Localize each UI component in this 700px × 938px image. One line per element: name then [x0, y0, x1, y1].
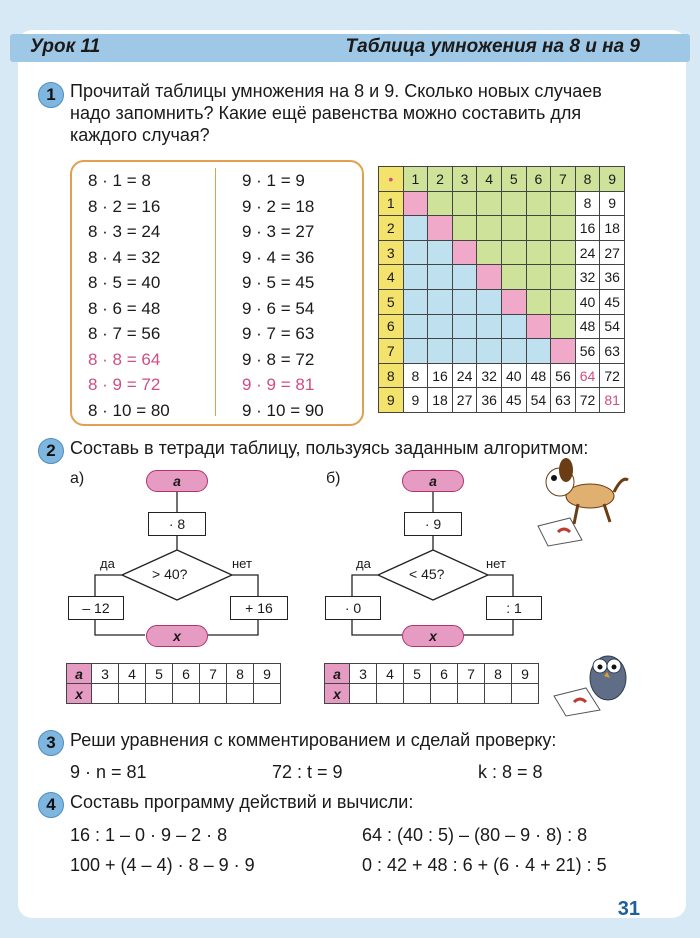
- grid-cell: 40: [501, 363, 526, 388]
- table-cell: 5: [146, 664, 173, 684]
- task1-line: надо запомнить? Какие ещё равенства можно составить для: [70, 103, 582, 123]
- grid-corner: •: [379, 167, 404, 192]
- equation-3: k : 8 = 8: [478, 762, 543, 782]
- table-cell: [458, 684, 485, 704]
- task-number-1: 1: [38, 82, 64, 108]
- flow-a-op: · 8: [148, 512, 206, 536]
- table-cell: 5: [404, 664, 431, 684]
- table-cell: [404, 684, 431, 704]
- grid-row-label: 8: [379, 363, 404, 388]
- grid-header-cell: 3: [452, 167, 477, 192]
- table-cell: 4: [119, 664, 146, 684]
- topic-title: Таблица умножения на 8 и на 9: [345, 36, 640, 57]
- table-cell: [485, 684, 512, 704]
- row-x-header: x: [325, 684, 350, 704]
- owl-illustration: [550, 640, 640, 720]
- table8-row: 8 · 7 = 56: [88, 324, 161, 343]
- grid-cell: 32: [575, 265, 600, 290]
- flow-a-start: a: [146, 470, 208, 492]
- table-cell: [254, 684, 281, 704]
- table8-row: 8 · 2 = 16: [88, 196, 161, 216]
- grid-header-cell: 7: [551, 167, 576, 192]
- table-cell: 6: [431, 664, 458, 684]
- grid-cell: 45: [501, 388, 526, 413]
- grid-cell: 18: [428, 388, 453, 413]
- flowchart-a-label: а): [70, 470, 85, 487]
- table-cell: 9: [512, 664, 539, 684]
- table9-row: 9 · 4 = 36: [242, 247, 315, 267]
- row-x-header: x: [67, 684, 92, 704]
- grid-cell: 63: [600, 339, 625, 364]
- table8-row: 8 · 1 = 8: [88, 171, 151, 190]
- table-cell: [350, 684, 377, 704]
- grid-cell: 24: [575, 240, 600, 265]
- flow-a-no-op: + 16: [230, 596, 288, 620]
- grid-row-label: 2: [379, 216, 404, 241]
- table-cell: [431, 684, 458, 704]
- table9-row: 9 · 5 = 45: [242, 273, 315, 292]
- task2-text: Составь в тетради таблицу, пользуясь заданным алгоритмом:: [70, 438, 589, 458]
- table-cell: 9: [254, 664, 281, 684]
- table9-row: 9 · 8 = 72: [242, 349, 315, 369]
- flow-a-yes-op: – 12: [68, 596, 124, 620]
- table-cell: [377, 684, 404, 704]
- task2-table-b: [324, 663, 539, 704]
- flow-a-yes: да: [100, 556, 115, 571]
- grid-cell: 27: [600, 240, 625, 265]
- grid-row-label: 1: [379, 191, 404, 216]
- grid-cell: 56: [575, 339, 600, 364]
- table8-row: 8 · 6 = 48: [88, 298, 161, 318]
- expression-4: 0 : 42 + 48 : 6 + (6 · 4 + 21) : 5: [362, 855, 607, 875]
- grid-cell: 16: [575, 216, 600, 241]
- grid-header-cell: 5: [501, 167, 526, 192]
- grid-header-cell: 6: [526, 167, 551, 192]
- grid-cell: 32: [477, 363, 502, 388]
- table-cell: [512, 684, 539, 704]
- flow-b-start: a: [402, 470, 464, 492]
- grid-cell: 45: [600, 289, 625, 314]
- task3-text: Реши уравнения с комментированием и сделай проверку:: [70, 730, 557, 750]
- grid-cell: 81: [600, 388, 625, 413]
- flow-b-yes: да: [356, 556, 371, 571]
- grid-cell: 72: [600, 363, 625, 388]
- grid-header-cell: 9: [600, 167, 625, 192]
- grid-row-label: 3: [379, 240, 404, 265]
- task1-line: Прочитай таблицы умножения на 8 и 9. Сколько новых случаев: [70, 81, 602, 101]
- grid-cell: 18: [600, 216, 625, 241]
- row-a-header: a: [325, 664, 350, 684]
- task1-line: каждого случая?: [70, 125, 210, 145]
- dog-illustration: [530, 448, 630, 548]
- table9-row: 9 · 1 = 9: [242, 171, 305, 190]
- expression-3: 100 + (4 – 4) · 8 – 9 · 9: [70, 855, 255, 875]
- table8-row: 8 · 4 = 32: [88, 247, 161, 267]
- grid-header-cell: 4: [477, 167, 502, 192]
- grid-cell: 63: [551, 388, 576, 413]
- grid-cell: 9: [403, 388, 428, 413]
- grid-cell: 40: [575, 289, 600, 314]
- flow-b-op: · 9: [404, 512, 462, 536]
- grid-cell: 8: [403, 363, 428, 388]
- expression-2: 64 : (40 : 5) – (80 – 9 · 8) : 8: [362, 825, 588, 845]
- table8-row: 8 · 3 = 24: [88, 222, 161, 241]
- table8-row-new: 8 · 8 = 64: [88, 349, 161, 369]
- flow-a-condition: > 40?: [152, 566, 188, 582]
- table9-row: 9 · 2 = 18: [242, 196, 315, 216]
- grid-cell: 36: [477, 388, 502, 413]
- grid-cell: 56: [551, 363, 576, 388]
- flow-b-end: x: [402, 625, 464, 647]
- table-cell: [173, 684, 200, 704]
- flow-b-no-op: : 1: [486, 596, 542, 620]
- grid-cell: 48: [526, 363, 551, 388]
- grid-cell: 72: [575, 388, 600, 413]
- row-a-header: a: [67, 664, 92, 684]
- task4-text: Составь программу действий и вычисли:: [70, 792, 414, 812]
- grid-header-cell: 1: [403, 167, 428, 192]
- table9-row: 9 · 7 = 63: [242, 324, 315, 343]
- table8-row: 8 · 5 = 40: [88, 273, 161, 292]
- grid-row-label: 5: [379, 289, 404, 314]
- table-cell: 6: [173, 664, 200, 684]
- grid-header-cell: 8: [575, 167, 600, 192]
- expression-1: 16 : 1 – 0 · 9 – 2 · 8: [70, 825, 228, 845]
- grid-cell: 16: [428, 363, 453, 388]
- grid-cell: 8: [575, 191, 600, 216]
- grid-cell: 27: [452, 388, 477, 413]
- table-cell: 4: [377, 664, 404, 684]
- flow-b-yes-op: · 0: [325, 596, 381, 620]
- grid-header-cell: 2: [428, 167, 453, 192]
- grid-cell: 54: [600, 314, 625, 339]
- table-cell: 7: [458, 664, 485, 684]
- table-cell: 8: [227, 664, 254, 684]
- grid-cell: 36: [600, 265, 625, 290]
- flow-a-end: x: [146, 625, 208, 647]
- flow-b-no: нет: [486, 556, 506, 571]
- table-cell: 3: [350, 664, 377, 684]
- table9-row-new: 9 · 9 = 81: [242, 375, 315, 394]
- table-cell: [92, 684, 119, 704]
- table8-row: 8 · 10 = 80: [88, 400, 170, 420]
- grid-cell: 9: [600, 191, 625, 216]
- page-number: 31: [617, 898, 640, 920]
- table9-row: 9 · 3 = 27: [242, 222, 315, 241]
- table-row: [325, 684, 539, 704]
- grid-row-label: 7: [379, 339, 404, 364]
- lesson-title: Урок 11: [30, 36, 101, 57]
- table-cell: 8: [485, 664, 512, 684]
- table-row: [325, 664, 539, 684]
- grid-row-label: 6: [379, 314, 404, 339]
- grid-cell: 48: [575, 314, 600, 339]
- task-number-3: 3: [38, 730, 64, 756]
- table-cell: [146, 684, 173, 704]
- flow-a-no: нет: [232, 556, 252, 571]
- flow-b-condition: < 45?: [409, 566, 445, 582]
- grid-row-label: 9: [379, 388, 404, 413]
- table9-row: 9 · 10 = 90: [242, 400, 324, 420]
- table-cell: 3: [92, 664, 119, 684]
- table-cell: [119, 684, 146, 704]
- grid-cell: 24: [452, 363, 477, 388]
- table-cell: [200, 684, 227, 704]
- grid-cell: 64: [575, 363, 600, 388]
- equation-1: 9 · n = 81: [70, 762, 147, 782]
- table-row: [67, 664, 281, 684]
- task-number-4: 4: [38, 792, 64, 818]
- grid-cell: 54: [526, 388, 551, 413]
- equation-2: 72 : t = 9: [272, 762, 343, 782]
- table-cell: [227, 684, 254, 704]
- table-cell: 7: [200, 664, 227, 684]
- table9-row: 9 · 6 = 54: [242, 298, 315, 318]
- table8-row-new: 8 · 9 = 72: [88, 375, 161, 394]
- task-number-2: 2: [38, 438, 64, 464]
- task2-table-a: [66, 663, 281, 704]
- grid-row-label: 4: [379, 265, 404, 290]
- table-row: [67, 684, 281, 704]
- flowchart-b-label: б): [326, 470, 341, 487]
